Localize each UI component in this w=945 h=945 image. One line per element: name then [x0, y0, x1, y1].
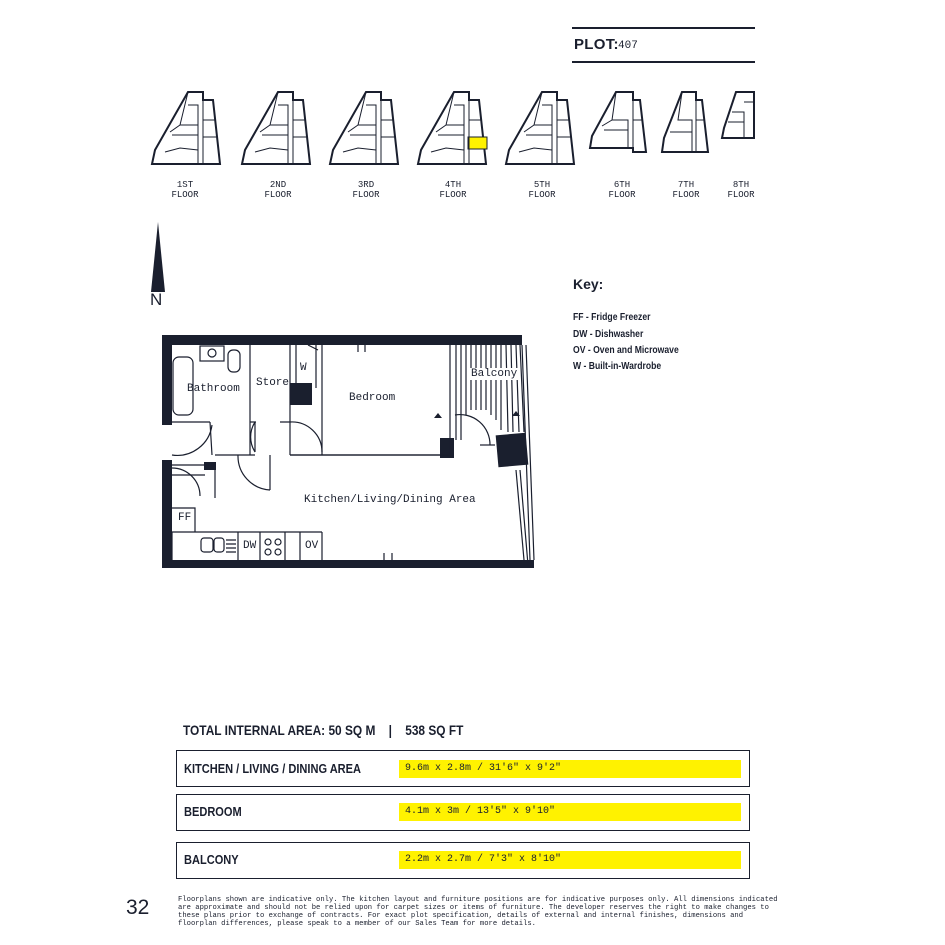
floor-label-8[interactable]: 8TH FLOOR — [727, 180, 755, 200]
floor-label-1[interactable]: 1ST FLOOR — [171, 180, 199, 200]
room-dimensions: 9.6m x 2.8m / 31'6" x 9'2" — [399, 760, 741, 778]
appliance-ov: OV — [305, 540, 319, 552]
wall — [162, 460, 172, 568]
wall — [496, 433, 529, 467]
key-item-dw: DW - Dishwasher — [573, 328, 644, 340]
wall — [450, 335, 522, 345]
plot-number: 407 — [618, 40, 638, 52]
room-name: BALCONY — [184, 852, 239, 867]
appliance-dw: DW — [243, 540, 257, 552]
floor-label-4[interactable]: 4TH FLOOR — [439, 180, 467, 200]
key-title: Key: — [573, 276, 604, 292]
key-item-w: W - Built-in-Wardrobe — [573, 360, 662, 372]
plot-label: PLOT: — [574, 36, 619, 53]
room-label-bathroom: Bathroom — [187, 383, 240, 395]
room-label-bedroom: Bedroom — [349, 392, 396, 404]
room-row-bedroom — [176, 794, 750, 831]
room-label-store: Store — [256, 377, 290, 389]
wall — [204, 462, 216, 470]
floor-label-2[interactable]: 2ND FLOOR — [264, 180, 292, 200]
floor-label-5[interactable]: 5TH FLOOR — [528, 180, 556, 200]
page-number: 32 — [126, 896, 150, 919]
total-internal-area: TOTAL INTERNAL AREA: 50 SQ M | 538 SQ FT — [183, 722, 464, 738]
key-item-ff: FF - Fridge Freezer — [573, 311, 651, 323]
room-dimensions: 2.2m x 2.7m / 7'3" x 8'10" — [399, 851, 741, 869]
room-label-living: Kitchen/Living/Dining Area — [304, 494, 476, 506]
disclaimer: Floorplans shown are indicative only. The kitchen layout and furniture positions are for indicative purposes only. All dimensions indicated are approximate and should not be relied upon for carpet sizes or items of furniture. The developer reserves the right to make changes to these plans prior to exchange of contracts. For exact plot specification, details of external and internal finishes, dimensions and floorplan differences, please speak to a member of our Sales Team for more details. — [178, 896, 778, 928]
appliance-ff: FF — [178, 512, 192, 524]
wall — [162, 335, 172, 425]
room-label-balcony: Balcony — [471, 368, 518, 380]
room-name: BEDROOM — [184, 804, 242, 819]
room-row-kitchen — [176, 750, 750, 787]
wall — [290, 383, 312, 405]
room-name: KITCHEN / LIVING / DINING AREA — [184, 761, 362, 776]
north-label: N — [150, 290, 163, 309]
floor-label-7[interactable]: 7TH FLOOR — [672, 180, 700, 200]
room-row-balcony — [176, 842, 750, 879]
floor-label-6[interactable]: 6TH FLOOR — [608, 180, 636, 200]
wall — [162, 560, 534, 568]
wall — [162, 335, 452, 345]
room-dimensions: 4.1m x 3m / 13'5" x 9'10" — [399, 803, 741, 821]
key-item-ov: OV - Oven and Microwave — [573, 344, 679, 356]
floor-label-3[interactable]: 3RD FLOOR — [352, 180, 380, 200]
room-label-wardrobe: W — [300, 362, 307, 374]
